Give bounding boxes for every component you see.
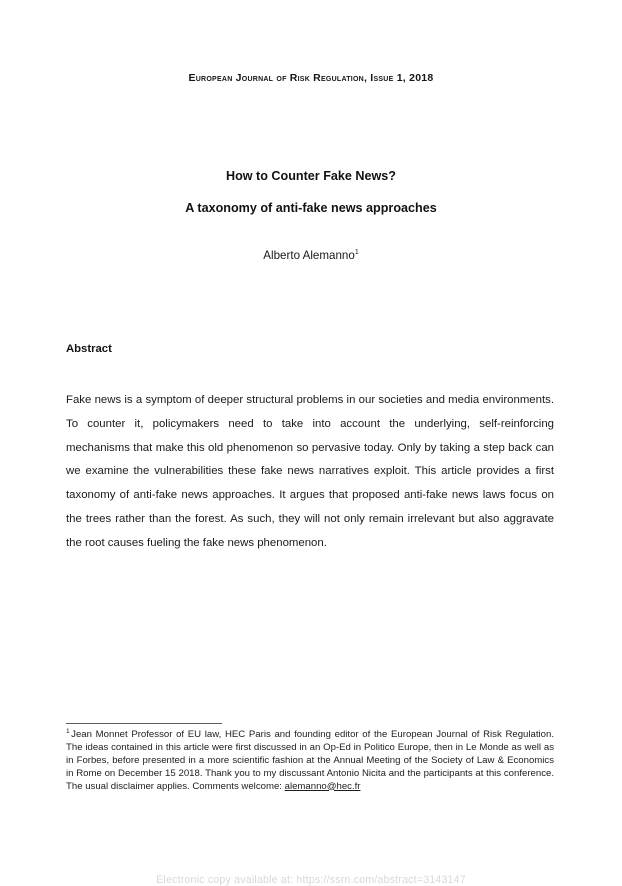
author-footnote-marker[interactable]: 1 xyxy=(354,249,359,257)
author-name: Alberto Alemanno xyxy=(263,249,355,262)
footnote-marker: 1 xyxy=(66,727,70,735)
footnote-text: Jean Monnet Professor of EU law, HEC Paris and founding editor of the European Journal of Risk Regulation. The ideas contained in this article were first discussed in an Op-Ed in Politico Europe, then in Le Monde as well as in Forbes, before presented in a more scientific fashion at the Annual Meeting of the Society of Law & Economics in Rome on December 15 2018. Thank you to my discussant Antonio Nicita and the participants at this conference. The usual disclaimer applies. Comments welcome: xyxy=(66,729,554,792)
running-head: European Journal of Risk Regulation, Issue 1, 2018 xyxy=(188,72,434,84)
footnote-separator-rule xyxy=(66,723,222,724)
paper-title-line-2: A taxonomy of anti-fake news approaches xyxy=(185,200,437,215)
author-line xyxy=(66,249,556,262)
footnote-1 xyxy=(66,729,554,794)
abstract-heading: Abstract xyxy=(66,343,112,355)
footnote-email-link[interactable]: alemanno@hec.fr xyxy=(284,780,361,792)
paper-title-line-1: How to Counter Fake News? xyxy=(225,169,397,183)
ssrn-watermark-footer: Electronic copy available at: https://ssrn.com/abstract=3143147 xyxy=(156,874,466,886)
title-block xyxy=(66,170,556,214)
abstract-body: Fake news is a symptom of deeper structural problems in our societies and media environments. To counter it, policymakers need to take into account the underlying, self-reinforcing mechanisms that make this old phenomenon so pervasive today. Only by taking a step back can we examine the vulnerabilities these fake news narratives exploit. This article provides a first taxonomy of anti-fake news approaches. It argues that proposed anti-fake news laws focus on the trees rather than the forest. As such, they will not only remain irrelevant but also aggravate the root causes fueling the fake news phenomenon. xyxy=(66,394,554,549)
